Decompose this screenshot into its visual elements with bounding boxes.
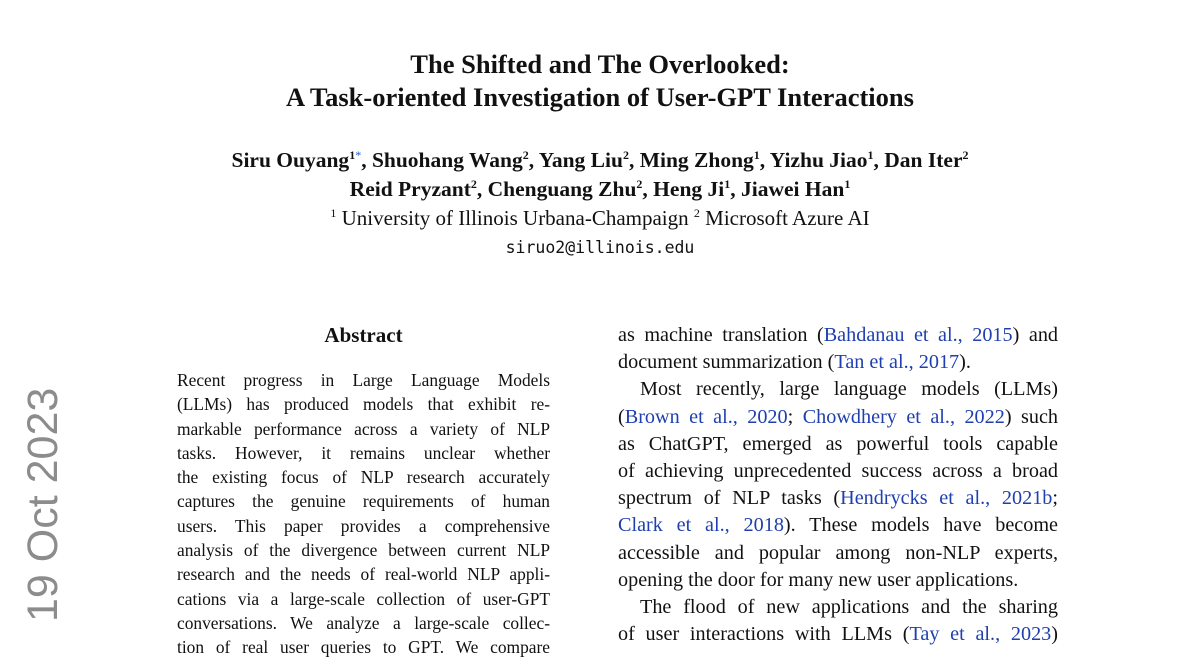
author-affiliation-mark: 2 (622, 148, 629, 162)
abstract-line: cations via a large-scale collection of user-GPT (177, 588, 550, 609)
arxiv-date-stamp: 19 Oct 2023 (19, 387, 67, 622)
citation-link[interactable]: Tay et al., 2023 (909, 623, 1052, 646)
body-line: The flood of new applications and the sharing (640, 596, 1058, 619)
author-affiliation-mark: 2 (636, 177, 643, 191)
abstract-line: the existing focus of NLP research accurately (177, 467, 550, 488)
abstract-line: tasks. However, it remains unclear whether (177, 442, 550, 463)
body-line: (Brown et al., 2020; Chowdhery et al., 2022) such (618, 405, 1058, 428)
citation-link[interactable]: Hendrycks et al., 2021b (840, 487, 1053, 510)
abstract-line: users. This paper provides a comprehensive (177, 515, 550, 536)
author-separator: , (642, 177, 654, 201)
body-line: Most recently, large language models (LLMs) (640, 378, 1058, 401)
citation-link[interactable]: Chowdhery et al., 2022 (802, 405, 1005, 428)
abstract-line: conversations. We analyze a large-scale collec- (177, 612, 550, 633)
author-affiliation-mark: 1 (724, 177, 731, 191)
citation-link[interactable]: Tan et al., 2017 (834, 351, 960, 374)
contact-email[interactable]: siruo2@illinois.edu (505, 238, 695, 257)
body-line: of user interactions with LLMs (Tay et al., 2023) (618, 623, 1058, 646)
affiliation-2-mark: 2 (693, 206, 700, 220)
abstract-line: Recent progress in Large Language Models (177, 370, 550, 390)
author-separator: , (759, 148, 770, 172)
author-separator: , (361, 148, 372, 172)
author-affiliation-mark: 2 (962, 148, 969, 162)
author-name: Jiawei Han (741, 177, 845, 201)
author-list (0, 146, 1200, 204)
body-line: as ChatGPT, emerged as powerful tools capable (618, 432, 1058, 455)
author-line-2 (0, 175, 1200, 204)
body-line: opening the door for many new user applications. (618, 568, 1019, 591)
abstract-line: markable performance across a variety of NLP (177, 418, 550, 439)
abstract-heading: Abstract (324, 323, 403, 347)
abstract-body (177, 368, 550, 660)
author-name: Yizhu Jiao (769, 148, 868, 172)
author-name: Shuohang Wang (371, 148, 523, 172)
author-affiliation-mark: 2 (522, 148, 529, 162)
author-affiliation-mark: 1 (867, 148, 874, 162)
author-name: Siru Ouyang (231, 148, 350, 172)
author-name: Reid Pryzant (349, 177, 471, 201)
author-name: Yang Liu (538, 148, 623, 172)
abstract-line: (LLMs) has produced models that exhibit re- (177, 394, 550, 415)
body-line: Clark et al., 2018). These models have become (618, 514, 1058, 537)
citation-link[interactable]: Clark et al., 2018 (618, 514, 784, 537)
citation-link[interactable]: Bahdanau et al., 2015 (823, 324, 1013, 346)
author-separator: , (476, 177, 488, 201)
body-line: of achieving unprecedented success across a broad (618, 460, 1058, 483)
paper-title-line-1: The Shifted and The Overlooked: (410, 49, 790, 79)
body-line: document summarization (Tan et al., 2017). (618, 351, 971, 374)
body-line: spectrum of NLP tasks (Hendrycks et al., 2021b; (618, 487, 1058, 510)
author-footnote-mark[interactable]: * (355, 148, 362, 162)
body-line: accessible and popular among non-NLP experts, (618, 541, 1058, 564)
author-separator: , (730, 177, 741, 201)
paper-title (0, 48, 1200, 114)
abstract-line: analysis of the divergence between current NLP (177, 540, 550, 561)
author-name: Heng Ji (653, 177, 725, 201)
affiliations (0, 204, 1200, 232)
author-name: Ming Zhong (639, 148, 754, 172)
abstract-line: tion of real user queries to GPT. We compare (177, 637, 550, 658)
abstract-line: captures the genuine requirements of human (177, 491, 550, 512)
author-separator: , (873, 148, 885, 172)
author-affiliation-mark: 2 (470, 177, 477, 191)
author-name: Chenguang Zhu (487, 177, 637, 201)
author-separator: , (528, 148, 539, 172)
author-affiliation-mark: 1 (753, 148, 760, 162)
affiliation-2: Microsoft Azure AI (699, 206, 870, 230)
introduction-text (618, 322, 1058, 648)
affiliation-1: University of Illinois Urbana-Champaign (336, 206, 694, 230)
affiliation-1-mark: 1 (330, 206, 337, 220)
author-separator: , (628, 148, 640, 172)
abstract-line: research and the needs of real-world NLP appli- (177, 564, 550, 585)
paper-title-line-2: A Task-oriented Investigation of User-GPT Interactions (286, 82, 914, 112)
citation-link[interactable]: Brown et al., 2020 (624, 405, 788, 428)
author-name: Dan Iter (884, 148, 963, 172)
author-affiliation-mark: 1 (844, 177, 851, 191)
body-line: as machine translation (Bahdanau et al., 2015) and (618, 324, 1059, 346)
author-line-1 (0, 146, 1200, 175)
author-affiliation-mark: 1 (349, 148, 356, 162)
